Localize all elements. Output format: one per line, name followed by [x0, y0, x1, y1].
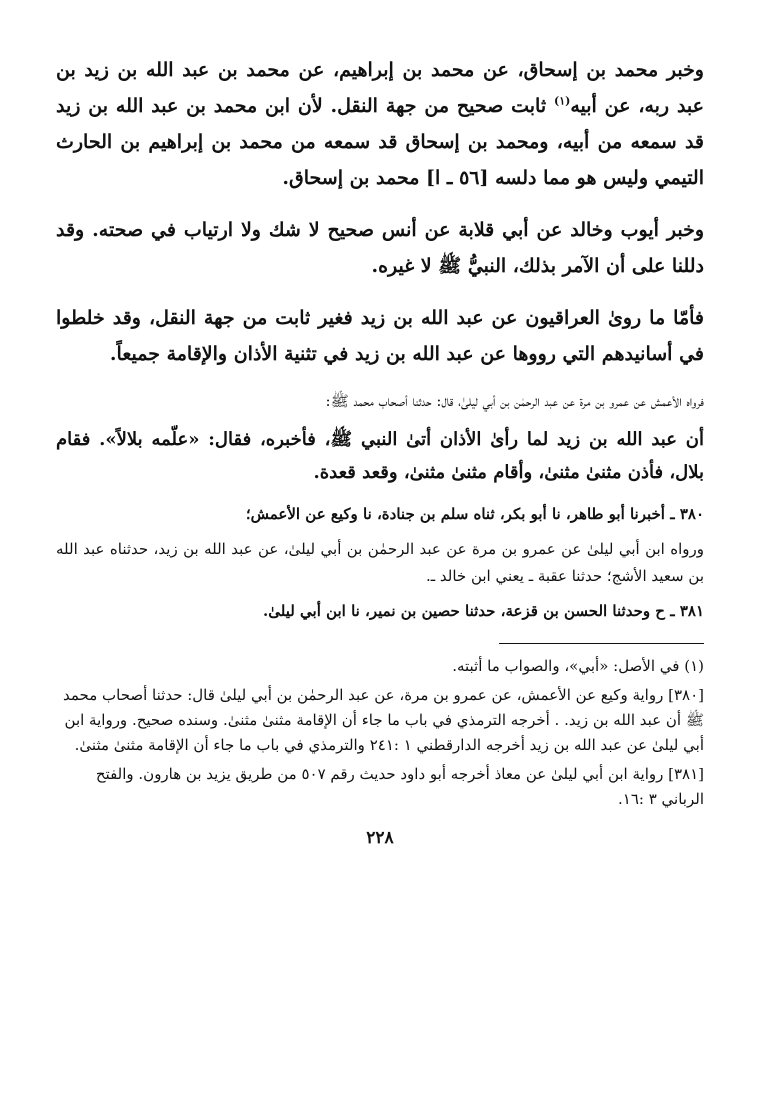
- paragraph-1-text-b: ثابت صحيح من جهة النقل. لأن ابن محمد بن عبد الله بن زيد قد سمعه من أبيه، ومحمد بن إسحاق قد سمعه من محمد بن إبراهيم بن الحارث التيمي وليس هو مما دلسه [٥٦ ـ ا] محمد بن إسحاق.: [56, 95, 704, 189]
- paragraph-1-text-a: وخبر محمد بن إسحاق، عن محمد بن إبراهيم، عن محمد بن عبد الله بن زيد بن عبد ربه، عن أبيه: [56, 59, 704, 117]
- body-paragraph-3: فأمّا ما روىٰ العراقيون عن عبد الله بن زيد فغير ثابت من جهة النقل، وقد خلطوا في أسانيدهم التي رووها عن عبد الله بن زيد في تثنية الأذان والإقامة جميعاً.: [56, 307, 704, 365]
- hadith-380: ٣٨٠ ـ أخبرنا أبو طاهر، نا أبو بكر، ثناه سلم بن جنادة، نا وكيع عن الأعمش؛: [245, 505, 704, 523]
- narration-2: ورواه ابن أبي ليلىٰ عن عمرو بن مرة عن عبد الرحمٰن بن أبي ليلىٰ، عن عبد الله بن زيد، حدثناه عبد الله بن سعيد الأشج؛ حدثنا عقبة ـ يعني ابن خالد ـ.: [56, 540, 704, 585]
- footnote-381: [٣٨١] رواية ابن أبي ليلىٰ عن معاذ أخرجه أبو داود حديث رقم ٥٠٧ من طريق يزيد بن هارون. والفتح الرباني ٣ :١٦.: [95, 765, 704, 808]
- footnote-1: (١) في الأصل: «أبي»، والصواب ما أثبته.: [452, 657, 704, 675]
- narration-intro: فرواه الأعمش عن عمرو بن مرة عن عبد الرحمٰن بن أبي ليلىٰ، قال: حدثنا أصحاب محمد ﷺ:: [325, 392, 704, 410]
- hadith-381: ٣٨١ ـ ح وحدثنا الحسن بن قزعة، حدثنا حصين بن نمير، نا ابن أبي ليلىٰ.: [263, 602, 704, 620]
- body-paragraph-1: [56, 52, 704, 196]
- narration-quote: أن عبد الله بن زيد لما رأىٰ الأذان أتىٰ النبي ﷺ، فأخبره، فقال: «علّمه بلالاً». فقام بلال، فأذن مثنىٰ مثنىٰ، وأقام مثنىٰ مثنىٰ، وقعد قعدة.: [56, 429, 704, 483]
- footnote-reference-1: (١): [553, 94, 571, 108]
- body-paragraph-2: وخبر أيوب وخالد عن أبي قلابة عن أنس صحيح لا شك ولا ارتياب في صحته. وقد دللنا على أن الآمر بذلك، النبيُّ ﷺ لا غيره.: [56, 219, 704, 277]
- footnote-divider: [499, 643, 704, 644]
- book-page: [56, 52, 704, 1092]
- footnotes-section: [56, 654, 704, 812]
- page-number: ٢٢٨: [366, 828, 394, 848]
- footnote-380: [٣٨٠] رواية وكيع عن الأعمش، عن عمرو بن مرة، عن عبد الرحمٰن بن أبي ليلىٰ قال: حدثنا أصحاب محمد ﷺ أن عبد الله بن زيد. . أخرجه الترمذي في باب ما جاء أن الإقامة مثنىٰ مثنىٰ. وسنده صحيح. ورواية ابن أبي ليلىٰ عن عبد الله بن زيد أخرجه الدارقطني ١ :٢٤١ والترمذي في باب ما جاء أن الإقامة مثنىٰ مثنىٰ.: [62, 686, 704, 754]
